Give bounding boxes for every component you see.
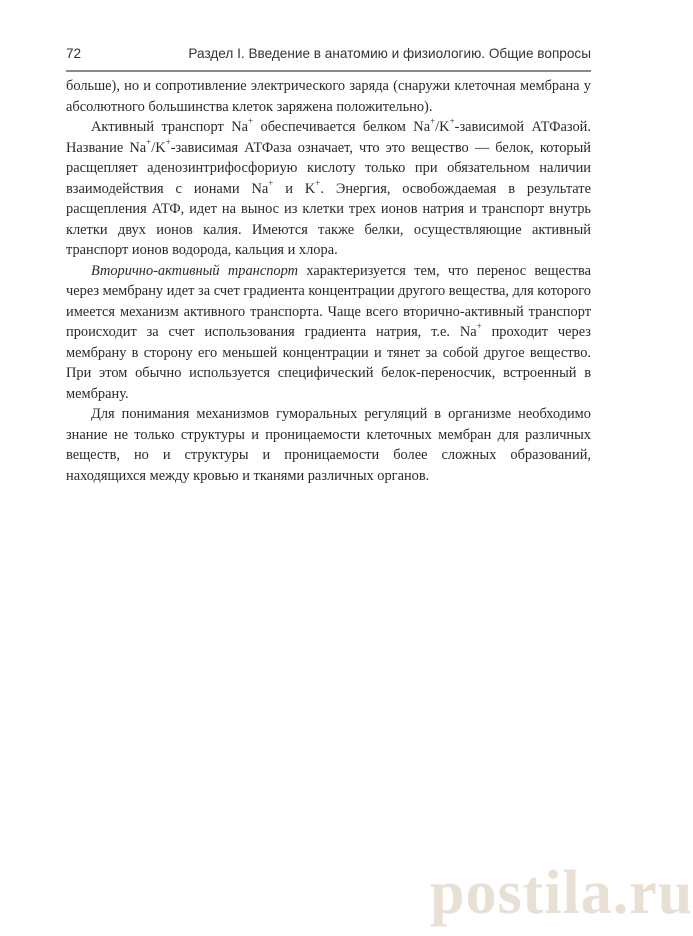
superscript-charge: +	[315, 177, 321, 188]
paragraph-humoral-regulation: Для понимания механизмов гуморальных регуляций в организме необходимо знание не только структуры и проницаемости клеточных мембран для различных веществ, но и структуры и проницаемости более сложных образований, находящихся между кровью и тканями различных органов.	[66, 406, 591, 484]
superscript-charge: +	[248, 116, 254, 127]
text-run: . Энергия, освобождаемая в результате расщепления АТФ, идет на вынос из клетки трех ионов натрия и транспорт внутрь клетки двух ионов калия. Имеются также белки, осуществляющие активный транспорт ионов водорода, кальция и хлора.	[66, 180, 591, 258]
superscript-charge: +	[268, 177, 274, 188]
text-run: проходит через мембрану в сторону его меньшей концентрации и тянет за собой другое вещество. При этом обычно используется специфический белок-переносчик, встроенный в мембрану.	[66, 324, 591, 402]
italic-term: Вторично-активный транспорт	[91, 262, 298, 279]
watermark-logo: postila.ru	[430, 859, 693, 927]
text-run: и K	[273, 180, 316, 197]
running-header	[66, 43, 591, 67]
text-run: -зависимая АТФаза означает, что это вещество — белок, который расщепляет аденозинтрифосфориую кислоту только при обязательном наличии взаимодействия с ионами Na	[66, 139, 591, 197]
superscript-charge: +	[165, 136, 171, 147]
text-run: характеризуется тем, что перенос вещества через мембрану идет за счет градиента концентрации другого вещества, для которого имеется механизм активного транспорта. Чаще всего вторично-активный транспорт происходит за счет использования градиента натрия, т.е. Na	[66, 262, 591, 340]
section-title: Раздел I. Введение в анатомию и физиологию. Общие вопросы	[188, 46, 591, 61]
page-number: 72	[66, 46, 82, 61]
text-run: /K	[435, 119, 450, 135]
paragraph-secondary-active-transport	[66, 261, 591, 405]
superscript-charge: +	[476, 321, 482, 332]
paragraph-active-transport	[66, 117, 591, 261]
superscript-charge: +	[430, 116, 436, 127]
superscript-charge: +	[146, 136, 152, 147]
text-run: Активный транспорт Na	[91, 119, 248, 135]
body-text	[66, 76, 591, 486]
paragraph-continuation: больше), но и сопротивление электрического заряда (снаружи клеточная мембрана у абсолютного большинства клеток заряжена положительно).	[66, 78, 591, 115]
text-run: обеспечивается белком Na	[253, 119, 431, 135]
header-divider	[66, 70, 591, 72]
text-run: /K	[151, 139, 166, 156]
superscript-charge: +	[449, 116, 455, 127]
text-run: -зависимой АТФазой. Название Na	[66, 119, 591, 156]
